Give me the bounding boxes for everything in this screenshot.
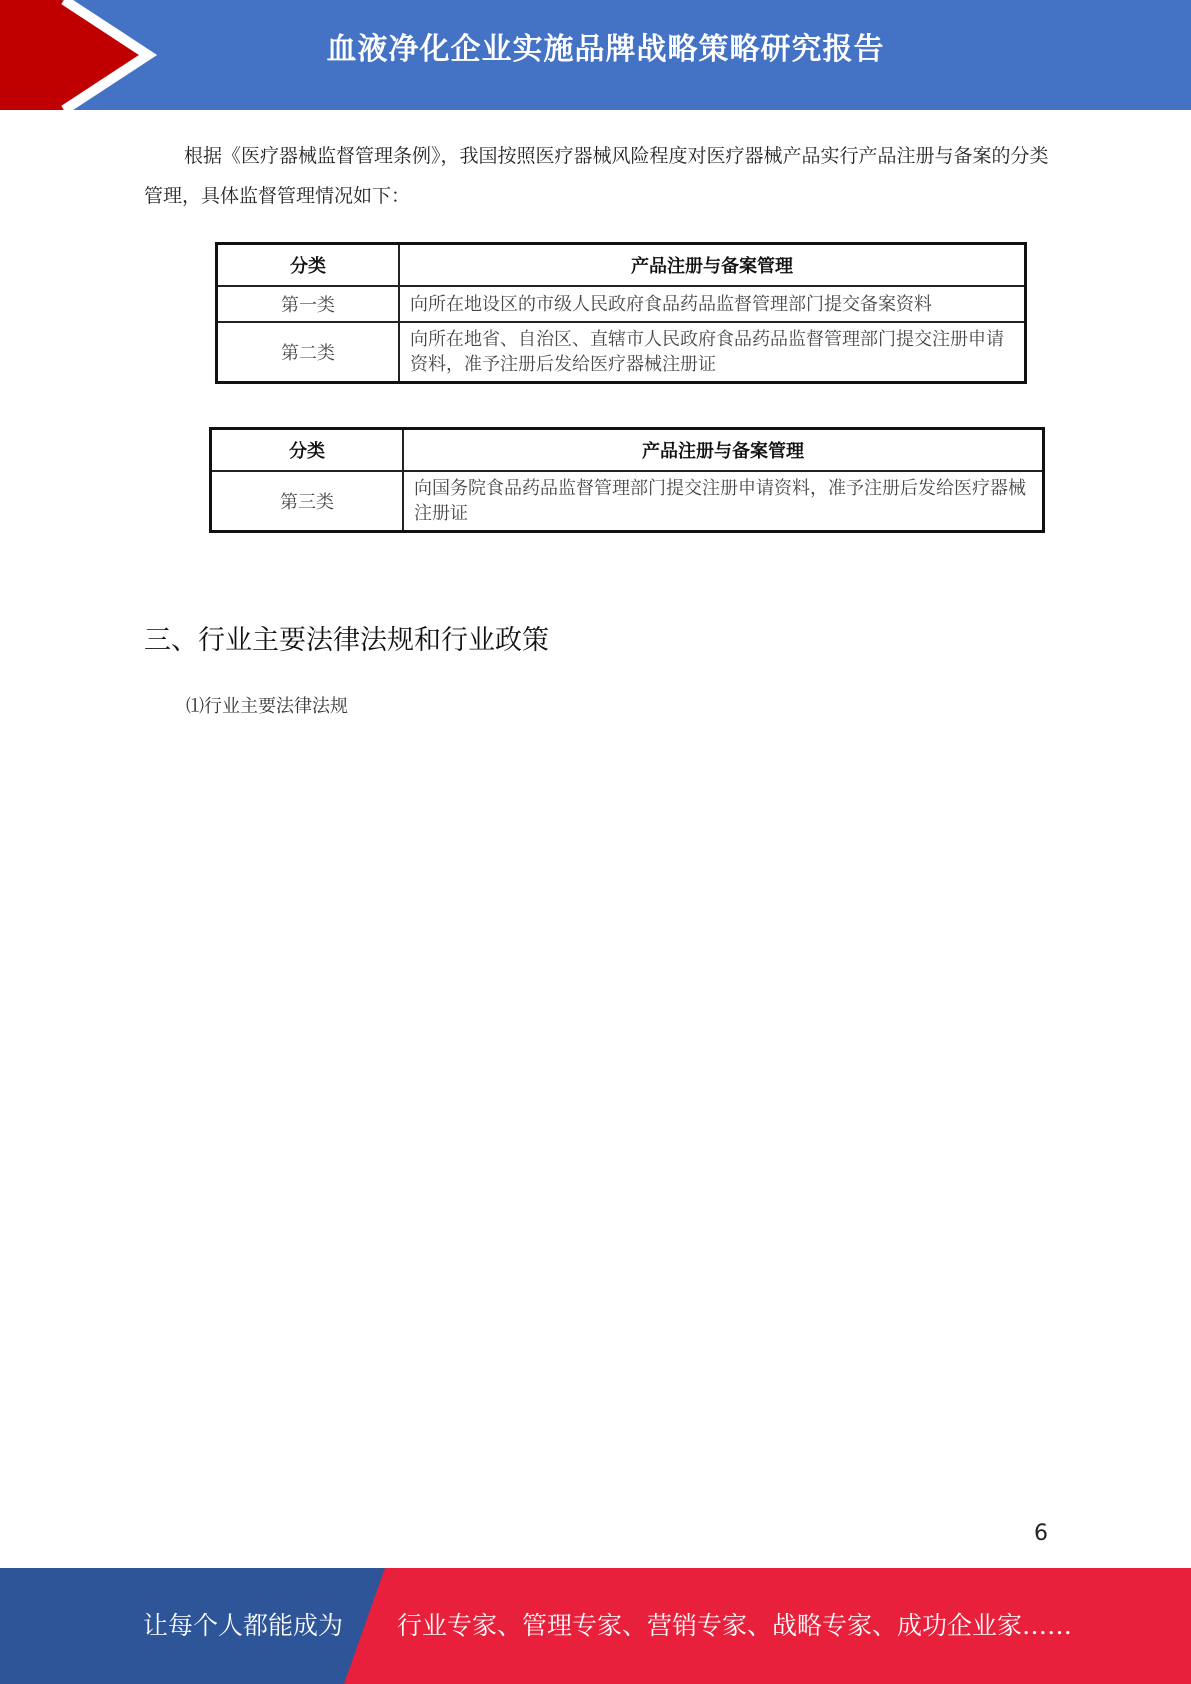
intro-paragraph: 根据《医疗器械监督管理条例》，我国按照医疗器械风险程度对医疗器械产品实行产品注册与备案的分类管理，具体监督管理情况如下： xyxy=(144,145,1049,207)
page-footer xyxy=(0,1568,1191,1684)
table-row xyxy=(211,471,1044,532)
registration-table-1 xyxy=(215,242,1027,384)
footer-slogan-left: 让每个人都能成为 xyxy=(143,1611,344,1640)
header-category: 分类 xyxy=(217,244,400,287)
footer-slogan-right: 行业专家、管理专家、营销专家、战略专家、成功企业家…… xyxy=(397,1611,1073,1640)
table-header-row xyxy=(217,244,1026,287)
table-header-row xyxy=(211,429,1044,472)
description-cell: 向所在地设区的市级人民政府食品药品监督管理部门提交备案资料 xyxy=(399,286,1026,322)
report-title: 血液净化企业实施品牌战略策略研究报告 xyxy=(326,32,885,67)
sub-heading: ⑴行业主要法律法规 xyxy=(186,696,348,717)
description-cell: 向国务院食品药品监督管理部门提交注册申请资料，准予注册后发给医疗器械注册证 xyxy=(403,471,1044,532)
category-cell: 第一类 xyxy=(217,286,400,322)
header-management: 产品注册与备案管理 xyxy=(399,244,1026,287)
category-cell: 第二类 xyxy=(217,322,400,383)
description-cell: 向所在地省、自治区、直辖市人民政府食品药品监督管理部门提交注册申请资料，准予注册后发给医疗器械注册证 xyxy=(399,322,1026,383)
page-number: 6 xyxy=(1034,1521,1048,1546)
page-header xyxy=(0,0,1191,110)
registration-table-2 xyxy=(209,427,1045,533)
header-category: 分类 xyxy=(211,429,404,472)
table-row xyxy=(217,322,1026,383)
table-row xyxy=(217,286,1026,322)
section-heading: 三、行业主要法律法规和行业政策 xyxy=(144,625,549,656)
category-cell: 第三类 xyxy=(211,471,404,532)
header-management: 产品注册与备案管理 xyxy=(403,429,1044,472)
